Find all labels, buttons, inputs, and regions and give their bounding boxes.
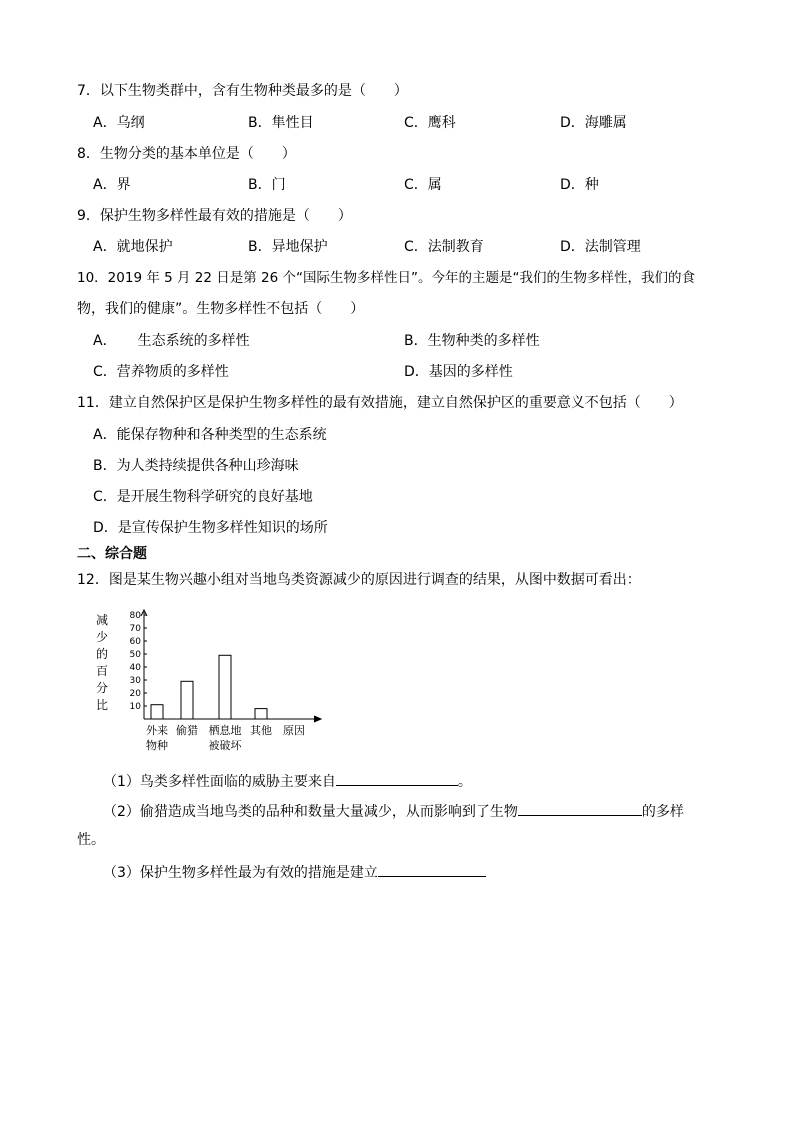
y-tick-label: 30 [129,676,141,686]
q12-sub2-text: （2）偷猎造成当地鸟类的品种和数量大量减少，从而影响到了生物 [103,804,518,820]
q11-option-d: D．是宣传保护生物多样性知识的场所 [93,520,328,536]
q12-sub3-text: （3）保护生物多样性最为有效的措施是建立 [103,865,378,881]
q10-option-d: D．基因的多样性 [404,364,513,380]
q7-stem: 7．以下生物类群中，含有生物种类最多的是（ ） [77,83,408,99]
bar [255,709,267,719]
q7-option-b: B．隼性目 [248,115,314,131]
q8-option-d: D．种 [560,177,599,193]
x-category-label-line2: 被破坏 [208,739,242,752]
q7-option-c: C．鹰科 [404,115,456,131]
q11-option-a: A．能保存物种和各种类型的生态系统 [93,427,327,443]
y-axis-label-char: 分 [96,681,109,695]
q12-sub1 [103,771,472,791]
y-tick-label: 10 [129,702,141,712]
q8-option-c: C．属 [404,177,442,193]
q12-sub1-text: （1）鸟类多样性面临的威胁主要来自 [103,774,336,790]
bar-chart [88,604,348,764]
q11-option-c: C．是开展生物科学研究的良好基地 [93,489,313,505]
q8-stem: 8．生物分类的基本单位是（ ） [77,146,296,162]
y-tick-label: 80 [129,611,141,621]
answer-blank-1[interactable] [336,771,458,786]
q9-stem: 9．保护生物多样性最有效的措施是（ ） [77,208,352,224]
q8-option-b: B．门 [248,177,286,193]
section-title: 二、综合题 [77,546,147,562]
y-axis-label-char: 百 [96,664,109,678]
y-axis-label-char: 减 [96,613,109,627]
y-tick-label: 70 [129,624,141,634]
q9-option-c: C．法制教育 [404,239,484,255]
q10-stem-line2: 物，我们的健康”。生物多样性不包括（ ） [77,301,365,317]
y-tick-label: 40 [129,663,141,673]
q11-stem: 11．建立自然保护区是保护生物多样性的最有效措施，建立自然保护区的重要意义不包括（ ） [77,395,683,411]
x-category-label: 栖息地 [208,724,242,737]
bar [219,655,231,719]
y-axis-label-char: 比 [96,698,109,712]
y-axis-label-char: 的 [96,647,109,661]
q9-option-a: A．就地保护 [93,239,173,255]
bar [151,705,163,719]
y-tick-label: 50 [129,650,141,660]
q12-sub2-line2: 性。 [77,832,105,848]
q8-option-a: A．界 [93,177,131,193]
x-category-label: 其他 [250,724,272,737]
q7-option-d: D．海雕属 [560,115,627,131]
bar [181,681,193,719]
q10-option-b: B．生物种类的多样性 [404,333,540,349]
q10-stem-line1: 10．2019 年 5 月 22 日是第 26 个“国际生物多样性日”。今年的主题是“我们的生物多样性，我们的食 [77,270,695,286]
q11-option-b: B．为人类持续提供各种山珍海味 [93,458,299,474]
q10-option-c: C．营养物质的多样性 [93,364,229,380]
q9-option-b: B．异地保护 [248,239,328,255]
answer-blank-2[interactable] [518,801,642,816]
q12-sub2-end: 的多样 [641,804,684,820]
x-category-label: 偷猎 [176,724,198,737]
y-axis-label-char: 少 [96,630,109,644]
q9-option-d: D．法制管理 [560,239,641,255]
q12-stem: 12．图是某生物兴趣小组对当地鸟类资源减少的原因进行调查的结果，从图中数据可看出： [77,572,641,588]
q10-option-a: A． 生态系统的多样性 [93,333,250,349]
x-axis-label: 原因 [283,724,305,737]
y-tick-label: 20 [129,689,141,699]
x-category-label-line2: 物种 [146,739,168,752]
x-category-label: 外来 [146,724,168,737]
q12-sub1-end: 。 [457,774,472,790]
q12-sub3 [103,862,486,882]
x-axis-arrow [314,716,321,722]
q12-sub2 [103,801,684,821]
y-tick-label: 60 [129,637,141,647]
answer-blank-3[interactable] [378,862,486,877]
q7-option-a: A．乌纲 [93,115,145,131]
